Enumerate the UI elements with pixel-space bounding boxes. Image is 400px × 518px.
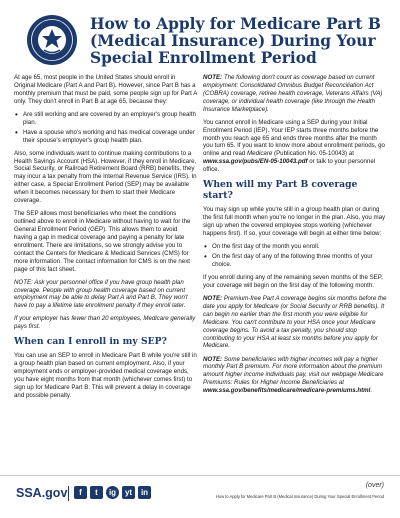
page-title: How to Apply for Medicare Part B (Medical Insurance) During Your Special Enrollment Period [90, 15, 381, 67]
footer-divider [0, 475, 400, 476]
remaining-months-paragraph: If you enroll during any of the remaining seven months of the SEP, your coverage will begin on the first day of the following month. [203, 273, 383, 289]
note-small-employer: If your employer has fewer than 20 employees, Medicare generally pays first. [14, 315, 196, 331]
note-label: NOTE: [203, 355, 223, 363]
twitter-icon[interactable]: t [90, 486, 103, 499]
social-links [74, 486, 151, 499]
page-footer [14, 480, 386, 514]
facebook-icon[interactable]: f [74, 486, 87, 499]
note-higher-income [203, 356, 387, 396]
publication-link[interactable]: www.ssa.gov/pubs/EN-05-10043.pdf [203, 158, 308, 166]
note-coverage [203, 74, 387, 114]
note-text: Some beneficiaries with higher incomes will pay a higher monthly Part B premium. For more information about the premium amount higher income individuals pay, visit our webpage Medicare Premiums: Rules for Higher Income Beneficiaries at [203, 355, 384, 387]
hsa-paragraph: Also, some individuals want to continue making contributions to a Health Savings Account (HSA). However, if they enroll in Medicare, Social Security, or Railroad Retirement Board (RRB) benefits, they may incur a tax penalty from the Internal Revenue Service (IRS). In either case, a Special Enrollment Period (SEP) may be available when it becomes necessary for them to start their Medicare coverage. [14, 149, 197, 205]
section-heading-coverage-start: When will my Part B coverage start? [203, 179, 358, 202]
list-item: • On the first day of the month you enroll. [203, 243, 387, 251]
right-column [203, 74, 387, 400]
publication-title: Medicare [247, 150, 273, 158]
note-text: Premium-free Part A coverage begins six months before the date you apply for Medicare (or Social Security or RRB benefits). It can begin no earlier than the first month you were eligible for Medicare. You can't contribute to your HSA once your Medicare coverage begins. To avoid a tax penalty, you should stop contributing to your HSA at least six months before you apply for Medicare. [203, 294, 387, 350]
over-label: (over) [365, 482, 384, 489]
coverage-start-list [203, 243, 387, 269]
note-text: The following don't count as coverage based on current employment: Consolidated Omnibus Budget Reconciliation Act (COBRA) coverage, retiree health coverage, Veterans Affairs (VA) coverage, or individual health coverage (like through the Health Insurance Marketplace). [203, 74, 383, 113]
iep-text-3: or talk to your personnel office. [203, 158, 376, 174]
note-label: NOTE: [203, 294, 223, 302]
footer-separator [68, 486, 69, 501]
left-column [14, 74, 197, 405]
premiums-link[interactable]: www.ssa.gov/benefits/medicare/medicare-premiums.html [203, 387, 371, 395]
section-heading-when-enroll: When can I enroll in my SEP? [14, 336, 167, 348]
enroll-paragraph: You can use an SEP to enroll in Medicare Part B while you're still in a group health plan based on current employment. Also, if your employment ends or employer-provided medical coverage ends, you have eight months from that month (whichever comes first) to sign up for Medicare Part B. This will prevent a delay in coverage and possible penalty. [14, 352, 197, 399]
note-personnel: NOTE: Ask your personnel office if you have group health plan coverage. People with group health coverage based on current employment may be able to delay Part A and Part B. They won't have to pay a lifetime late enrollment penalty if they enroll later. [14, 278, 188, 310]
ssa-seal-logo [26, 14, 78, 66]
intro-paragraph: At age 65, most people in the United States should enroll in Original Medicare (Part A and Part B). However, since Part B has a monthly premium that must be paid, some people sign up for Part A only. They don't enroll in Part B at age 65, because they: [14, 74, 197, 105]
list-item: • Have a spouse who's working and has medical coverage under their spouse's employer's group health plan. [14, 129, 197, 145]
footer-footnote: How to Apply for Medicare Part B (Medical Insurance) During Your Special Enrollment Period [215, 494, 384, 499]
note-end: . [370, 387, 373, 395]
ssa-gov-link[interactable]: SSA.gov [16, 486, 68, 500]
list-item: • On the first day of any of the following three months of your choice. [203, 253, 387, 269]
iep-paragraph [203, 119, 387, 174]
iep-text-2: (Publication No. 05-10043) at [272, 150, 354, 158]
instagram-icon[interactable]: ig [106, 486, 119, 499]
reasons-list [14, 111, 197, 145]
signup-paragraph: You may sign up while you're still in a group health plan or during the first full month when you're no longer in the plan. Also, you may sign up when the covered employee stops working (whichever happens first). If so, your coverage will begin at either time below: [203, 206, 386, 237]
youtube-icon[interactable]: yt [122, 486, 135, 499]
note-premium-free [203, 295, 387, 350]
list-item: • Are still working and are covered by an employer's group health plan. [14, 111, 197, 127]
sep-paragraph: The SEP allows most beneficiaries who meet the conditions outlined above to enroll in Medicare without having to wait for the General Enrollment Period (GEP). This allows them to avoid having a gap in medical coverage and paying a penalty for late enrollment. There are limitations, so we strongly advise you to contact the Centers for Medicare & Medicaid Services (CMS) for more information. The contact information for CMS is on the next page of this fact sheet. [14, 210, 191, 273]
iep-text: You cannot enroll in Medicare using a SEP during your Initial Enrollment Period (IEP). Your IEP starts three months before the month you reach age 65 and ends three months after the month you turn 65. If you want to know more about enrollment periods, go online and read [203, 118, 385, 158]
page-header [14, 14, 386, 74]
linkedin-icon[interactable]: in [138, 486, 151, 499]
note-label: NOTE: [203, 74, 223, 81]
